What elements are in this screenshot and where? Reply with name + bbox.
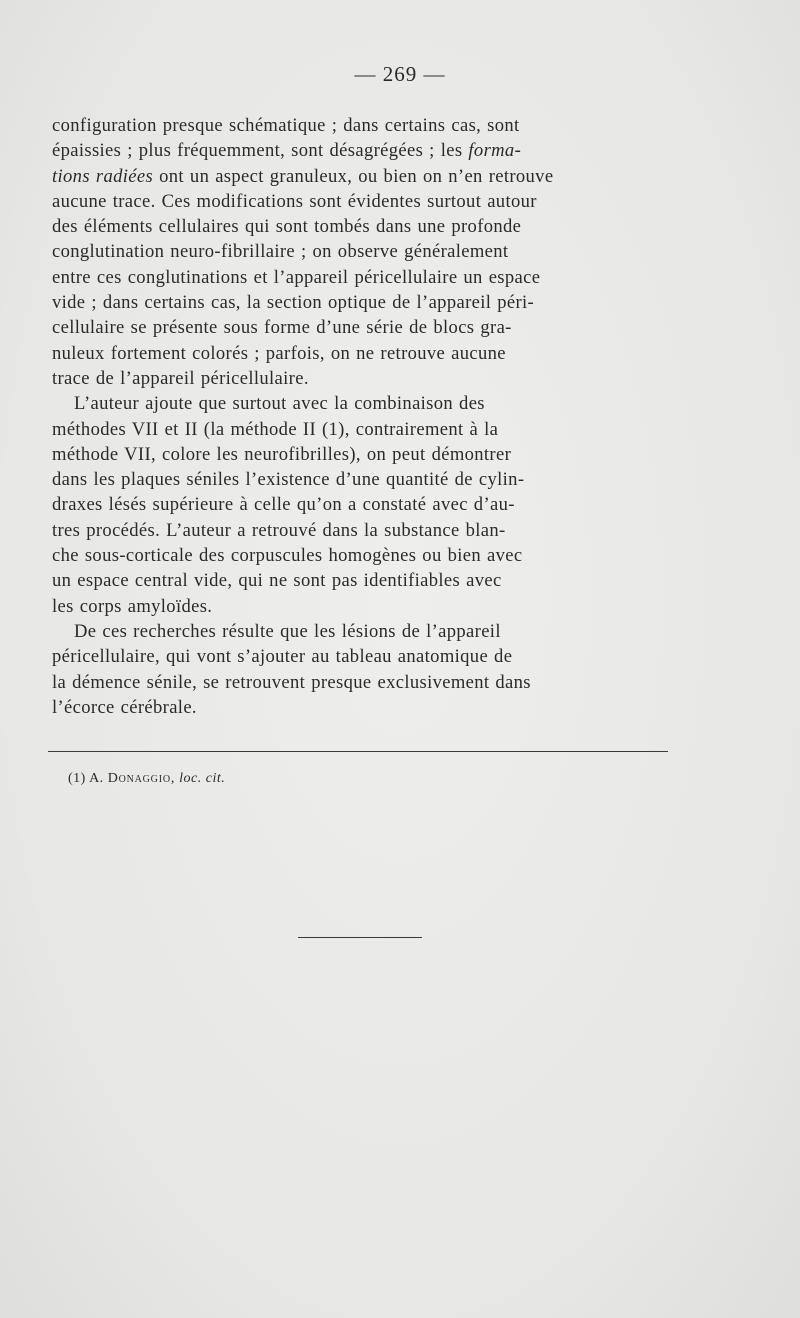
text-line: méthodes VII et II (la méthode II (1), contrairement à la bbox=[52, 418, 499, 440]
footnote-reference: loc. cit. bbox=[179, 771, 226, 786]
text-line: vide ; dans certains cas, la section optique de l’appareil péri- bbox=[52, 292, 535, 314]
text-line: configuration presque schématique ; dans certains cas, sont bbox=[52, 115, 520, 136]
italic-term: forma- bbox=[468, 140, 522, 162]
text-line bbox=[52, 138, 668, 163]
text-line: dans les plaques séniles l’existence d’une quantité de cylin- bbox=[52, 469, 525, 491]
footnote-author-name: Donaggio, bbox=[107, 771, 176, 786]
text-line: De ces recherches résulte que les lésions de l’appareil bbox=[74, 620, 501, 642]
text-line: un espace central vide, qui ne sont pas identifiables avec bbox=[52, 570, 502, 592]
text-line: tres procédés. L’auteur a retrouvé dans la substance blan- bbox=[52, 519, 506, 541]
page-number: — 269 — bbox=[354, 62, 446, 86]
text-line: L’auteur ajoute que surtout avec la combinaison des bbox=[74, 393, 485, 415]
footnote bbox=[68, 771, 225, 787]
text-line: conglutination neuro-fibrillaire ; on observe généralement bbox=[52, 241, 509, 263]
footnote-marker: (1) bbox=[68, 771, 86, 786]
text-line: méthode VII, colore les neurofibrilles), on peut démontrer bbox=[52, 443, 512, 465]
text-line: les corps amyloïdes. bbox=[52, 595, 213, 617]
text-line bbox=[52, 164, 668, 189]
text-segment: ont un aspect granuleux, ou bien on n’en retrouve bbox=[153, 165, 554, 187]
body-text bbox=[52, 113, 668, 720]
text-line: che sous-corticale des corpuscules homogènes ou bien avec bbox=[52, 545, 523, 567]
text-line: entre ces conglutinations et l’appareil péricellulaire un espace bbox=[52, 266, 541, 288]
text-line: cellulaire se présente sous forme d’une série de blocs gra- bbox=[52, 317, 512, 339]
text-line: l’écorce cérébrale. bbox=[52, 696, 197, 718]
footnote-author-initial: A. bbox=[89, 771, 104, 786]
text-line: nuleux fortement colorés ; parfois, on ne retrouve aucune bbox=[52, 342, 506, 364]
footnote-separator bbox=[48, 751, 668, 752]
text-segment: épaissies ; plus fréquemment, sont désagrégées ; les bbox=[52, 140, 469, 162]
italic-term: tions radiées bbox=[52, 165, 154, 187]
text-line: la démence sénile, se retrouvent presque exclusivement dans bbox=[52, 671, 531, 693]
text-line: aucune trace. Ces modifications sont évidentes surtout autour bbox=[52, 190, 537, 212]
text-line: trace de l’appareil péricellulaire. bbox=[52, 367, 309, 389]
text-line: des éléments cellulaires qui sont tombés dans une profonde bbox=[52, 216, 522, 238]
text-line: péricellulaire, qui vont s’ajouter au tableau anatomique de bbox=[52, 646, 513, 668]
end-rule bbox=[298, 937, 422, 938]
text-line: draxes lésés supérieure à celle qu’on a constaté avec d’au- bbox=[52, 494, 515, 516]
